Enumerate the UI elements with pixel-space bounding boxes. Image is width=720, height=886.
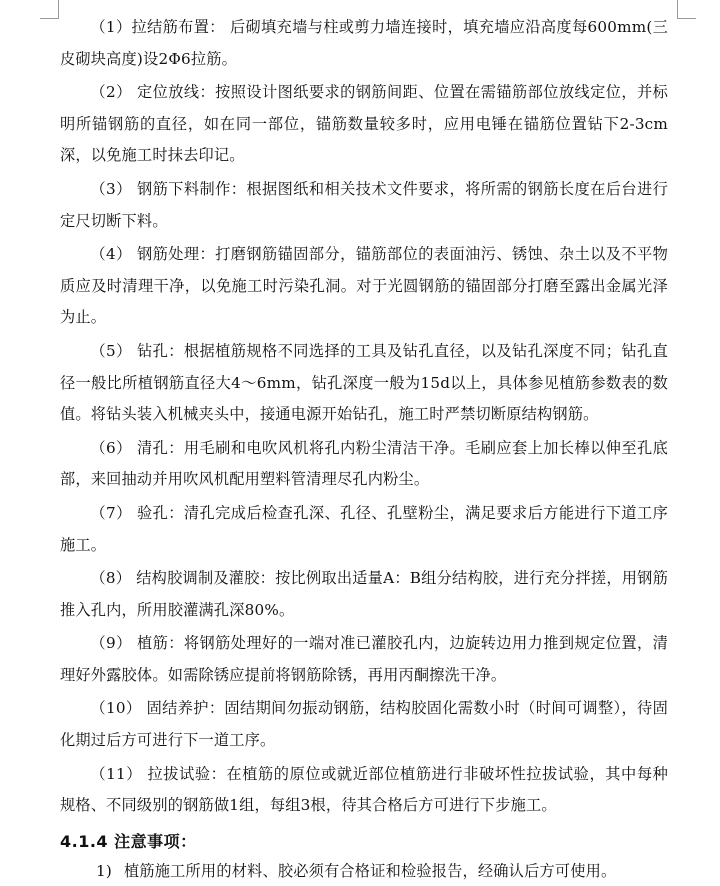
margin-corner-mark-left — [40, 0, 59, 19]
paragraph-positioning: （2） 定位放线：按照设计图纸要求的钢筋间距、位置在需锚筋部位放线定位，并标明所锚钢筋的直径，如在同一部位，锚筋数量较多时，应用电锤在锚筋位置钻下2-3cm深，以免施工时抹去印记。 — [60, 83, 668, 165]
paragraph-curing: （10） 固结养护：固结期间勿振动钢筋，结构胶固化需数小时（时间可调整），待固化期过后方可进行下一道工序。 — [60, 699, 668, 750]
paragraph-tie-bar-layout: （1）拉结筋布置： 后砌填充墙与柱或剪力墙连接时，填充墙应沿高度每600mm(三皮砌块高度)设2Φ6拉筋。 — [60, 18, 668, 68]
paragraph-hole-inspection: （7） 验孔：清孔完成后检查孔深、孔径、孔壁粉尘，满足要求后方能进行下道工序施工。 — [60, 503, 668, 554]
note-item — [60, 856, 668, 886]
note-number: 1) — [96, 861, 112, 880]
margin-corner-mark-right — [677, 0, 696, 19]
paragraph-glue-mixing: （8） 结构胶调制及灌胶：按比例取出适量A：B组分结构胶，进行充分拌搓，用钢筋推入孔内，所用胶灌满孔深80%。 — [60, 569, 668, 619]
paragraph-pull-test: （11） 拉拔试验：在植筋的原位或就近部位植筋进行非破坏性拉拔试验，其中每种规格、不同级别的钢筋做1组，每组3根，待其合格后方可进行下步施工。 — [60, 764, 668, 815]
note-text: 植筋施工所用的材料、胶必须有合格证和检验报告，经确认后方可使用。 — [124, 861, 617, 880]
paragraph-hole-cleaning: （6） 清孔：用毛刷和电吹风机将孔内粉尘清洁干净。毛刷应套上加长棒以伸至孔底部，来回抽动并用吹风机配用塑料管清理尽孔内粉尘。 — [60, 438, 668, 489]
section-heading: 4.1.4 注意事项： — [60, 831, 197, 851]
paragraph-rebar-planting: （9） 植筋：将钢筋处理好的一端对准已灌胶孔内，边旋转边用力推到规定位置，清理好外露胶体。如需除锈应提前将钢筋除锈，再用丙酮擦洗干净。 — [60, 634, 668, 684]
document-body — [60, 12, 668, 886]
paragraph-cutting: （3） 钢筋下料制作：根据图纸和相关技术文件要求，将所需的钢筋长度在后台进行定尺切断下料。 — [60, 179, 668, 230]
paragraph-rebar-treatment: （4） 钢筋处理：打磨钢筋锚固部分，锚筋部位的表面油污、锈蚀、杂土以及不平物质应及时清理干净，以免施工时污染孔洞。对于光圆钢筋的锚固部分打磨至露出金属光泽为止。 — [60, 245, 668, 327]
paragraph-drilling: （5） 钻孔：根据植筋规格不同选择的工具及钻孔直径，以及钻孔深度不同；钻孔直径一般比所植钢筋直径大4～6mm，钻孔深度一般为15d以上，具体参见植筋参数表的数值。将钻头装入机械夹头中，接通电源开始钻孔，施工时严禁切断原结构钢筋。 — [60, 341, 668, 424]
